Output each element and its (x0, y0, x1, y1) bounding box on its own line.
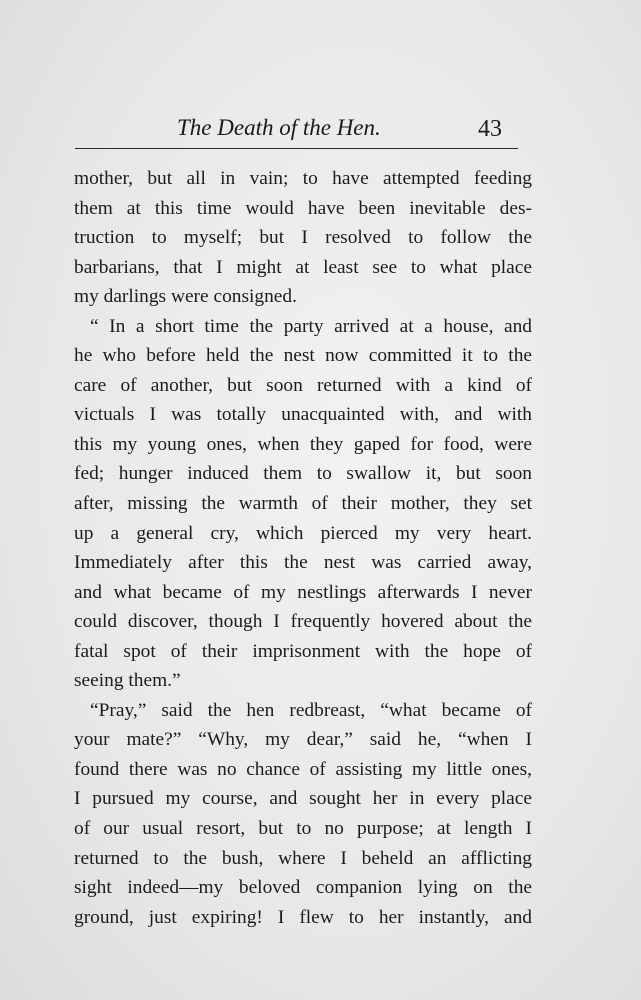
text-line: fed; hunger induced them to swallow it, but soon (74, 463, 532, 485)
text-line: your mate?” “Why, my dear,” said he, “when I (74, 729, 532, 751)
text-line: up a general cry, which pierced my very heart. (74, 522, 532, 544)
text-line: returned to the bush, where I beheld an afflicting (74, 847, 532, 869)
text-line: victuals I was totally unacquainted with, and with (74, 404, 532, 426)
text-line: my darlings were consigned. (74, 286, 297, 308)
text-line: of our usual resort, but to no purpose; at length I (74, 818, 532, 840)
text-line: ground, just expiring! I flew to her instantly, and (74, 906, 532, 928)
text-line: and what became of my nestlings afterwards I never (74, 581, 532, 603)
page-header (75, 112, 530, 152)
page-number: 43 (478, 116, 502, 142)
text-line: them at this time would have been inevitable des- (74, 197, 532, 219)
text-line: seeing them.” (74, 670, 181, 692)
text-line: fatal spot of their imprisonment with the hope of (74, 640, 532, 662)
running-title: The Death of the Hen. (177, 115, 381, 140)
text-line: this my young ones, when they gaped for food, were (74, 433, 532, 455)
text-line: care of another, but soon returned with a kind of (74, 374, 532, 396)
text-line: found there was no chance of assisting my little ones, (74, 758, 532, 780)
body-text (74, 164, 532, 932)
text-line: I pursued my course, and sought her in every place (74, 788, 532, 810)
text-line: barbarians, that I might at least see to what place (74, 256, 532, 278)
text-line: “Pray,” said the hen redbreast, “what became of (90, 699, 532, 721)
text-line: he who before held the nest now committed it to the (74, 345, 532, 367)
text-line: sight indeed—my beloved companion lying on the (74, 877, 532, 899)
text-line: Immediately after this the nest was carried away, (74, 552, 532, 574)
header-rule (75, 148, 518, 149)
text-line: after, missing the warmth of their mother, they set (74, 493, 532, 515)
text-line: “ In a short time the party arrived at a house, and (90, 315, 532, 337)
text-line: truction to myself; but I resolved to follow the (74, 227, 532, 249)
text-line: mother, but all in vain; to have attempted feeding (74, 168, 532, 189)
text-line: could discover, though I frequently hovered about the (74, 611, 532, 633)
